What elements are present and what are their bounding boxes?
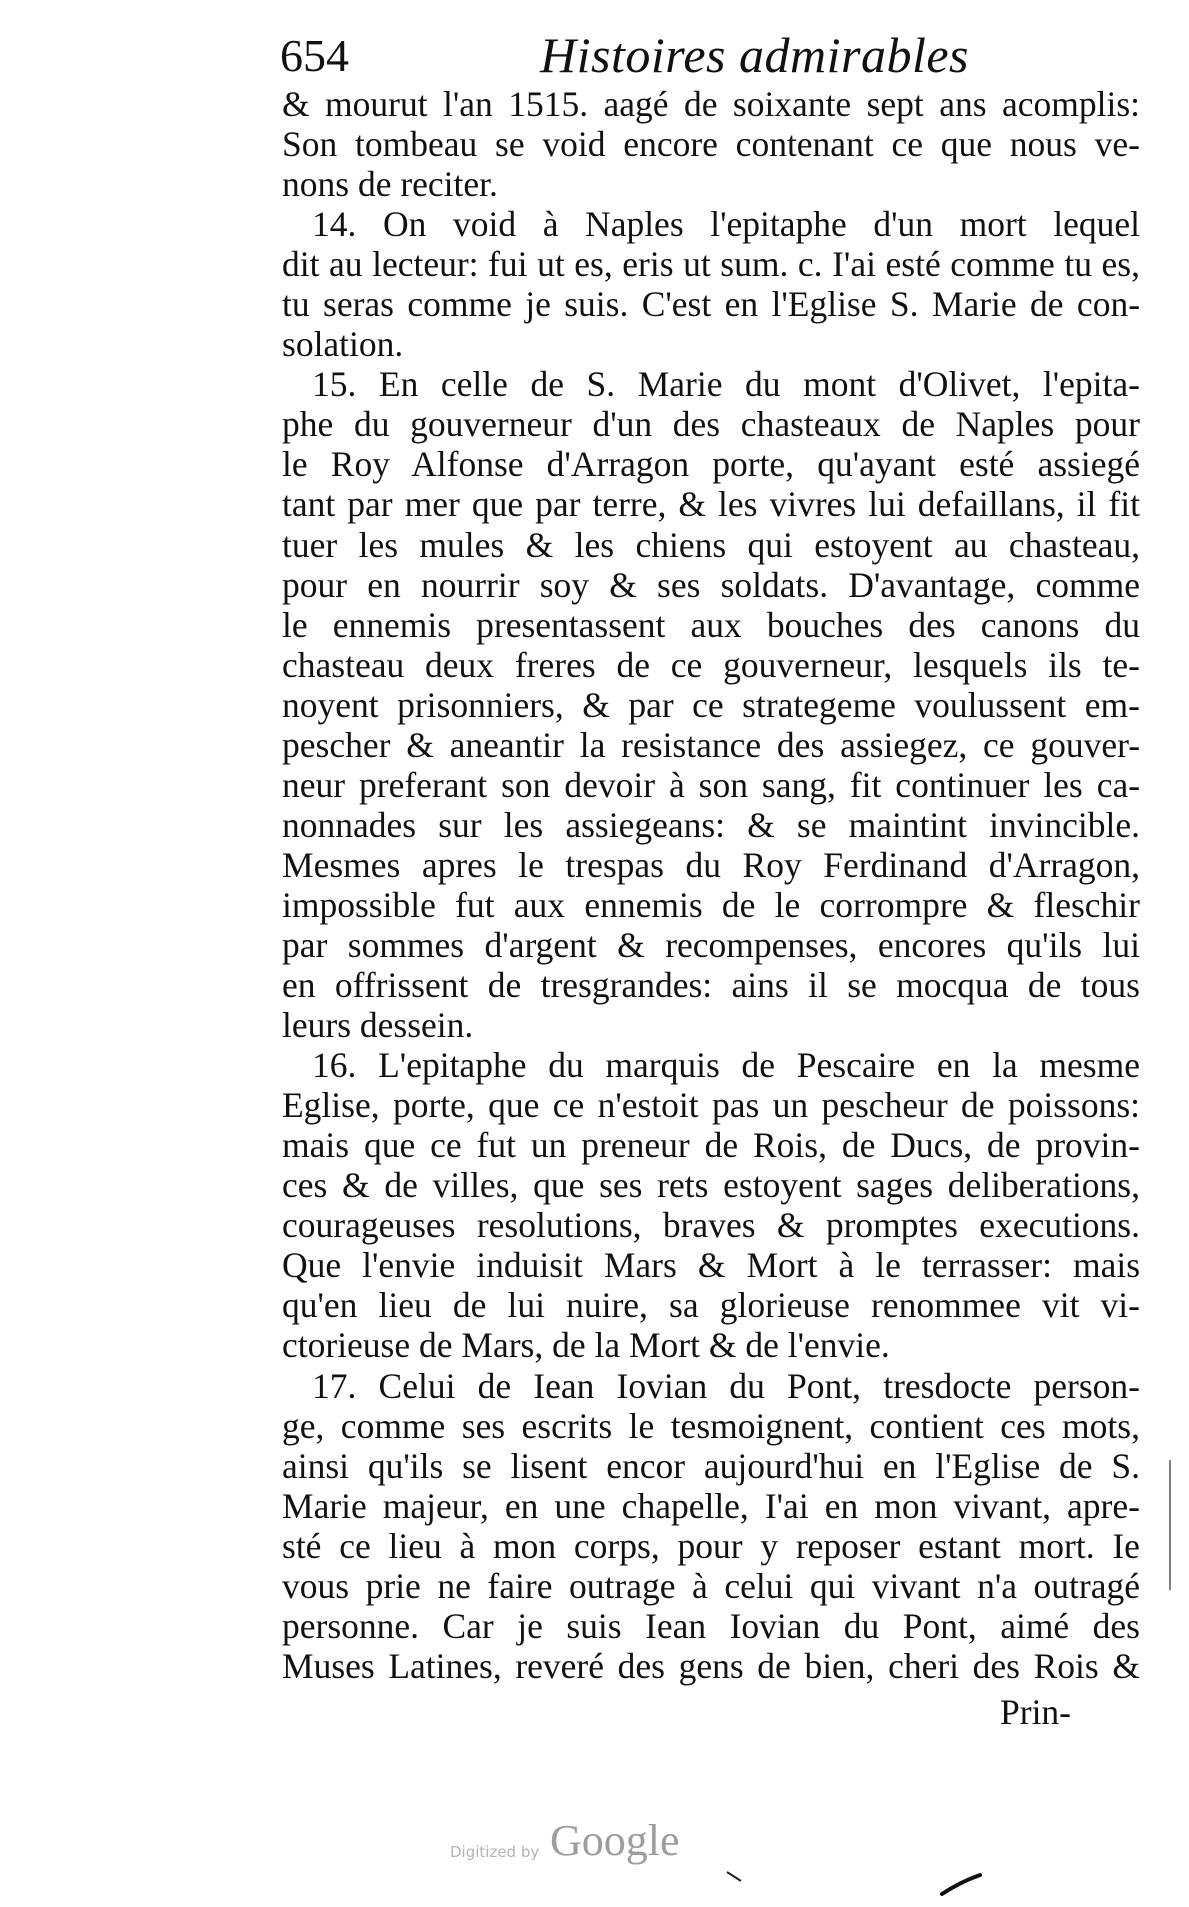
text-line: le ennemis presentassent aux bouches des canons du [282, 604, 1140, 645]
text-line: solation. [282, 324, 404, 365]
text-line: ge, comme ses escrits le tesmoignent, contient ces mots, [282, 1405, 1140, 1446]
text-line: sté ce lieu à mon corps, pour y reposer estant mort. Ie [282, 1525, 1140, 1566]
page-number: 654 [280, 30, 349, 81]
text-line: le Roy Alfonse d'Arragon porte, qu'ayant esté assiegé [282, 444, 1140, 485]
text-line: phe du gouverneur d'un des chasteaux de Naples pour [282, 404, 1140, 445]
text-line: personne. Car je suis Iean Iovian du Pont, aimé des [282, 1605, 1140, 1646]
text-line: neur preferant son devoir à son sang, fit continuer les ca- [282, 764, 1141, 805]
text-line: Marie majeur, en une chapelle, I'ai en mon vivant, apre- [282, 1485, 1140, 1526]
text-line: courageuses resolutions, braves & promptes executions. [282, 1205, 1140, 1246]
text-line: dit au lecteur: fui ut es, eris ut sum. c. I'ai esté comme tu es, [282, 244, 1140, 285]
digitization-watermark [450, 1815, 750, 1875]
text-line: tuer les mules & les chiens qui estoyent au chasteau, [282, 524, 1140, 565]
stray-mark [725, 1870, 745, 1884]
text-line: nonnades sur les assiegeans: & se maintint invincible. [282, 804, 1140, 845]
text-line: par sommes d'argent & recompenses, encores qu'ils lui [282, 924, 1141, 965]
google-logo: Google [550, 1816, 680, 1865]
text-line: 14. On void à Naples l'epitaphe d'un mort lequel [312, 204, 1140, 245]
page-edge-mark [1165, 1460, 1175, 1590]
text-line: ctorieuse de Mars, de la Mort & de l'envie. [282, 1325, 890, 1366]
text-line: 15. En celle de S. Marie du mont d'Olivet, l'epita- [312, 364, 1140, 405]
text-line: Que l'envie induisit Mars & Mort à le terrasser: mais [282, 1245, 1141, 1286]
text-line: en offrissent de tresgrandes: ains il se mocqua de tous [282, 965, 1140, 1006]
text-line: pour en nourrir soy & ses soldats. D'avantage, comme [282, 564, 1140, 605]
catchword: Prin- [1000, 1692, 1071, 1732]
text-line: 16. L'epitaphe du marquis de Pescaire en la mesme [312, 1045, 1140, 1086]
text-line: mais que ce fut un preneur de Rois, de Ducs, de provin- [282, 1125, 1140, 1166]
body-text [282, 84, 1140, 1686]
text-line: & mourut l'an 1515. aagé de soixante sept ans acomplis: [282, 84, 1140, 124]
page-header [280, 22, 1150, 92]
text-line: Eglise, porte, que ce n'estoit pas un pescheur de poissons: [282, 1085, 1141, 1126]
text-line: chasteau deux freres de ce gouverneur, lesquels ils te- [282, 644, 1141, 685]
text-line: vous prie ne faire outrage à celui qui vivant n'a outragé [282, 1565, 1140, 1606]
text-line: Son tombeau se void encore contenant ce que nous ve- [282, 124, 1140, 165]
running-title: Histoires admirables [540, 27, 969, 83]
text-line: 17. Celui de Iean Iovian du Pont, tresdocte person- [312, 1365, 1140, 1406]
ink-stroke [940, 1872, 982, 1898]
text-line: Mesmes apres le trespas du Roy Ferdinand d'Arragon, [282, 844, 1141, 885]
text-line: noyent prisonniers, & par ce strategeme voulussent em- [282, 684, 1140, 725]
text-line: ainsi qu'ils se lisent encor aujourd'hui en l'Eglise de S. [282, 1445, 1140, 1486]
text-line: tant par mer que par terre, & les vivres lui defaillans, il fit [282, 484, 1140, 525]
text-line: leurs dessein. [282, 1005, 474, 1046]
text-line: pescher & aneantir la resistance des assiegez, ce gouver- [282, 724, 1141, 765]
text-line: Muses Latines, reveré des gens de bien, cheri des Rois & [282, 1645, 1140, 1686]
text-line: nons de reciter. [282, 164, 498, 205]
text-line: impossible fut aux ennemis de le corrompre & fleschir [282, 884, 1140, 925]
text-line: ces & de villes, que ses rets estoyent sages deliberations, [282, 1165, 1141, 1206]
text-line: tu seras comme je suis. C'est en l'Eglise S. Marie de con- [282, 284, 1141, 325]
text-line: qu'en lieu de lui nuire, sa glorieuse renommee vit vi- [282, 1285, 1140, 1326]
digitized-by-label: Digitized by [450, 1843, 540, 1861]
